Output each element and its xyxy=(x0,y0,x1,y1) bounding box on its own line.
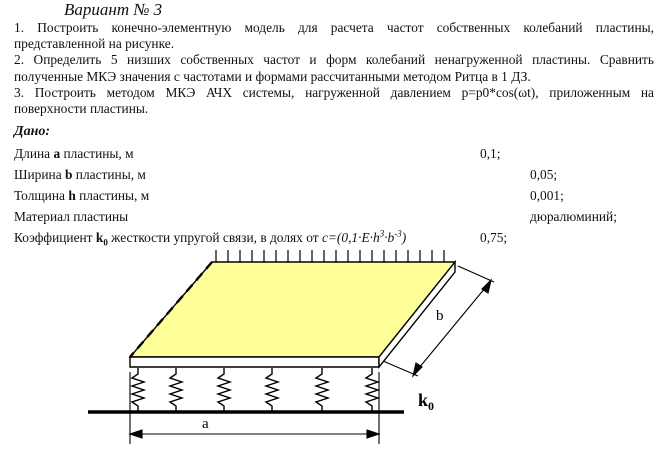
springs xyxy=(132,368,378,412)
task-2: 2. Определить 5 низших собственных частот и форм колебаний ненагруженной пластины. Сравнить полученные МКЭ значения с частотами и формами рассчитанными методом Ритца в 1 ДЗ. xyxy=(14,52,654,84)
plate-top-face xyxy=(130,262,455,357)
thickness-value: 0,001; xyxy=(530,188,564,203)
clamp-hatching xyxy=(216,250,444,262)
dimension-a xyxy=(130,372,379,444)
stiffness-label: Коэффициент $k_0$ жесткости упругой связи, в долях от $c=(0,1\cdot E\cdot h^3\cdot b^{-3})$ xyxy=(14,228,407,248)
thickness-label: Толщина h пластины, м xyxy=(14,188,150,203)
width-value: 0,05; xyxy=(530,167,558,182)
plate-figure xyxy=(0,250,666,464)
task-1: 1. Построить конечно-элементную модель для расчета частот собственных колебаний пластины, представленной на рисунке. xyxy=(14,20,654,52)
label-a: a xyxy=(202,416,209,432)
length-value: 0,1; xyxy=(480,146,501,161)
stiffness-value: 0,75; xyxy=(480,230,508,245)
material-value: дюралюминий; xyxy=(530,209,617,224)
width-label: Ширина b пластины, м xyxy=(14,167,146,182)
variant-title: Вариант № 3 xyxy=(64,0,163,19)
given-heading: Дано: xyxy=(14,124,50,139)
length-label: Длина a пластины, м xyxy=(14,146,134,161)
label-b: b xyxy=(436,308,444,324)
task-3: 3. Построить методом МКЭ АЧХ системы, нагруженной давлением p=p0*cos(ωt), приложенным на поверхности пластины. xyxy=(14,84,654,117)
plate-front-side xyxy=(130,357,379,367)
material-label: Материал пластины xyxy=(14,209,129,224)
label-k0: $k_0$ xyxy=(418,390,435,413)
task-list xyxy=(14,20,654,117)
